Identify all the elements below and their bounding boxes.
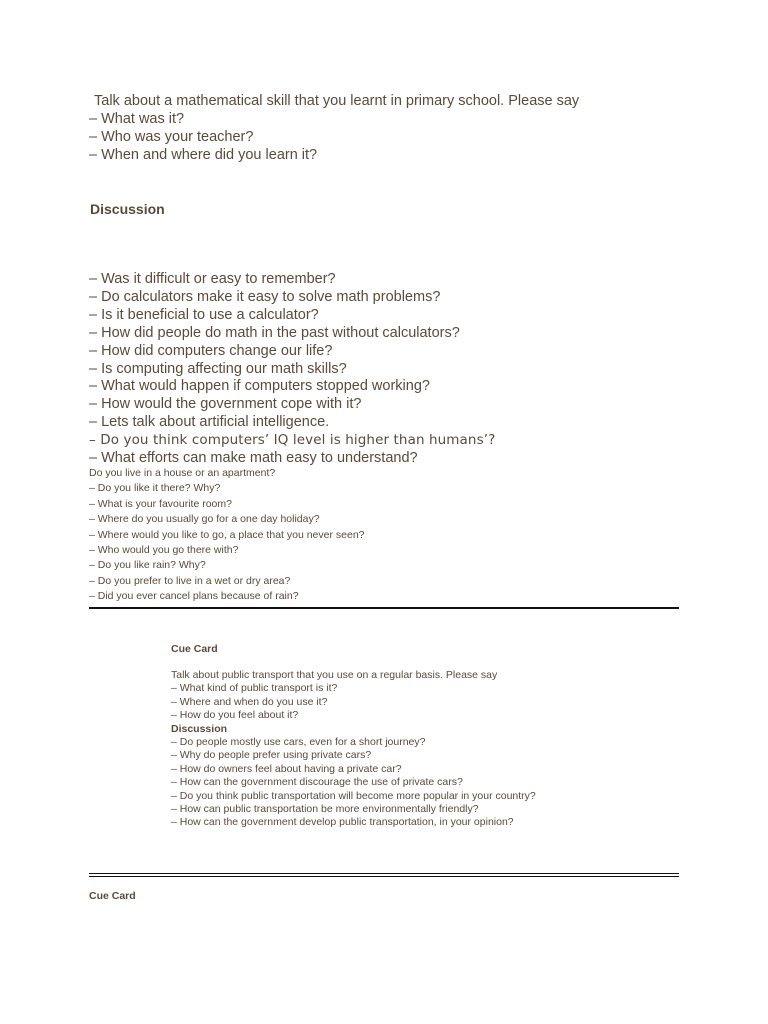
list-item: – Do you like rain? Why? [89, 559, 206, 572]
list-item: – Is it beneficial to use a calculator? [89, 306, 319, 323]
list-item: – How do you feel about it? [171, 709, 299, 722]
intro-section [89, 92, 579, 164]
cue-card-title: Cue Card [171, 643, 218, 655]
list-item: – Did you ever cancel plans because of rain? [89, 590, 299, 603]
list-item: – Where would you like to go, a place that you never seen? [89, 528, 365, 541]
list-item: – Do you think computers’ IQ level is higher than humans’? [89, 432, 496, 449]
list-item: – What is your favourite room? [89, 497, 232, 510]
intro-prompt: Talk about a mathematical skill that you learnt in primary school. Please say [94, 93, 580, 109]
list-item: – What kind of public transport is it? [171, 682, 338, 695]
cue-card-title: Cue Card [89, 890, 136, 902]
intro-point: – When and where did you learn it? [89, 147, 318, 163]
cue-card-prompt: Talk about public transport that you use on a regular basis. Please say [171, 669, 498, 681]
part1-list [89, 466, 365, 605]
intro-point: – Who was your teacher? [89, 129, 254, 145]
list-item: – Where do you usually go for a one day holiday? [89, 513, 320, 526]
list-item: – What would happen if computers stopped working? [89, 378, 430, 395]
divider [89, 876, 679, 877]
list-item: – Who would you go there with? [89, 544, 239, 557]
list-item: – Do you think public transportation will become more popular in your country? [171, 789, 536, 802]
list-item: – Was it difficult or easy to remember? [89, 271, 336, 287]
discussion-list [89, 271, 495, 468]
list-item: – How did computers change our life? [89, 342, 333, 359]
list-item: – How do owners feel about having a private car? [171, 762, 402, 775]
list-item: – Why do people prefer using private cars? [171, 749, 372, 762]
list-item: – Is computing affecting our math skills? [89, 360, 347, 377]
list-item: – Where and when do you use it? [171, 695, 328, 708]
discussion-heading: Discussion [90, 201, 165, 217]
list-item: – Do people mostly use cars, even for a short journey? [171, 736, 426, 749]
divider [89, 873, 679, 874]
list-item: Do you live in a house or an apartment? [89, 467, 276, 479]
list-item: – How can public transportation be more environmentally friendly? [171, 803, 479, 816]
list-item: – How can the government develop public transportation, in your opinion? [171, 816, 514, 829]
list-item: – What efforts can make math easy to understand? [89, 450, 418, 467]
divider [89, 607, 679, 609]
list-item: – Do you prefer to live in a wet or dry area? [89, 574, 291, 587]
intro-point: – What was it? [89, 111, 185, 127]
cue-card-discussion-heading: Discussion [171, 722, 228, 735]
list-item: – How can the government discourage the use of private cars? [171, 776, 463, 789]
list-item: – Do calculators make it easy to solve math problems? [89, 288, 441, 305]
list-item: – Do you like it there? Why? [89, 482, 221, 495]
list-item: – How did people do math in the past without calculators? [89, 324, 460, 341]
cue-card-body [171, 669, 536, 830]
list-item: – Lets talk about artificial intelligence. [89, 414, 330, 431]
list-item: – How would the government cope with it? [89, 396, 362, 413]
